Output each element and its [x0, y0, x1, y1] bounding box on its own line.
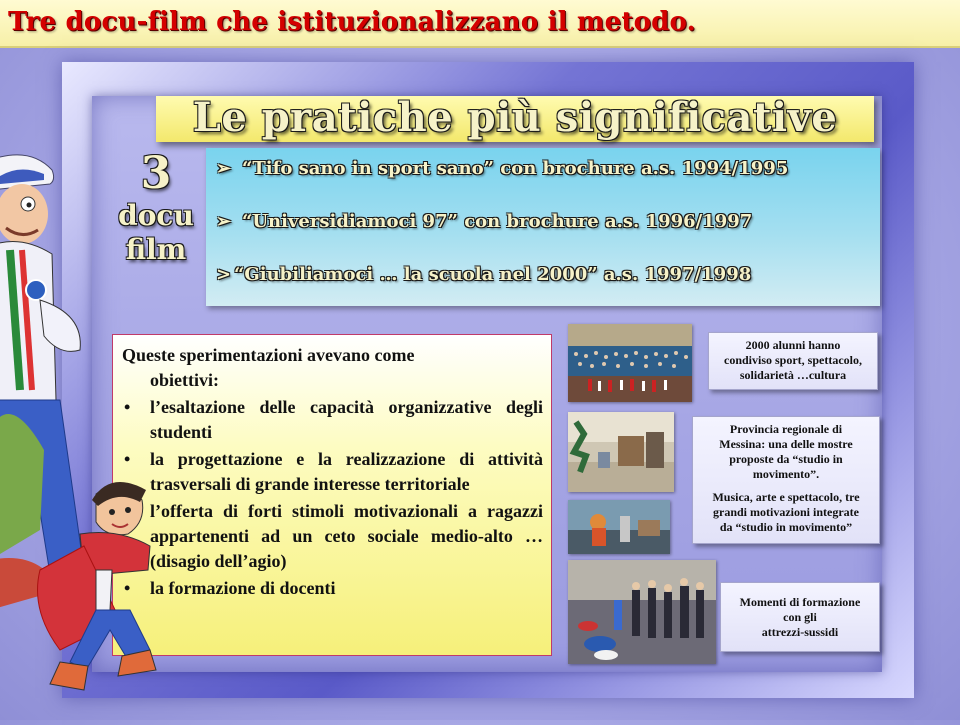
heading-title: Le pratiche più significative — [192, 94, 838, 141]
caption-line: Momenti di formazione — [739, 595, 861, 609]
film-text: “Universidiamoci 97” con brochure a.s. 1996/1997 — [242, 211, 753, 232]
film-word: film — [125, 233, 187, 266]
caption-line: Messina: una delle mostre — [719, 437, 853, 451]
photo-activity — [568, 500, 670, 554]
photo-training — [568, 560, 716, 664]
objective-item: • l’offerta di forti stimoli motivazionali a ragazzi appartenenti ad un ceto sociale medio-alto … (disagio dell’agio) — [122, 499, 543, 574]
title-banner — [0, 0, 960, 48]
caption-line: movimento”. — [752, 467, 820, 481]
caption-line: solidarietà …cultura — [739, 368, 847, 382]
docu-word: docu — [118, 199, 194, 232]
objective-item: • la formazione di docenti — [122, 576, 543, 601]
cartoon-characters — [0, 150, 200, 720]
film-text: “Tifo sano in sport sano” con brochure a.s. 1994/1995 — [242, 158, 789, 179]
objectives-intro-line: obiettivi: — [150, 370, 219, 390]
docu-number: 3 — [140, 148, 172, 199]
caption-line: 2000 alunni hanno — [745, 338, 841, 352]
caption-line: grandi motivazioni integrate — [713, 505, 859, 519]
photo-exhibition — [568, 412, 674, 492]
caption-line: attrezzi-sussidi — [761, 625, 839, 639]
objective-item: • la progettazione e la realizzazione di attività trasversali di grande interesse territoriale — [122, 447, 543, 497]
caption-line: condiviso sport, spettacolo, — [724, 353, 862, 367]
caption-line: Provincia regionale di — [729, 422, 843, 436]
film-item — [216, 158, 788, 179]
caption-training — [720, 582, 880, 652]
photo-auditorium — [568, 324, 692, 402]
film-item — [216, 211, 752, 232]
film-item — [216, 264, 751, 285]
heading-box — [156, 96, 874, 142]
caption-line: Musica, arte e spettacolo, tre — [712, 490, 860, 504]
cartoon-old-man-illustration — [0, 155, 84, 610]
film-text: “Giubiliamoci … la scuola nel 2000” a.s. 1997/1998 — [234, 264, 752, 285]
banner-title: Tre docu-film che istituzionalizzano il metodo. — [8, 7, 696, 37]
arrow-icon: > — [216, 264, 232, 285]
films-box — [206, 148, 880, 306]
caption-line: da “studio in movimento” — [719, 520, 853, 534]
objectives-intro-line: Queste sperimentazioni avevano come — [122, 345, 415, 365]
arrow-icon: ➢ — [216, 158, 232, 179]
objective-item: • l’esaltazione delle capacità organizzative degli studenti — [122, 395, 543, 445]
caption-line: con gli — [783, 610, 817, 624]
caption-students — [708, 332, 878, 390]
caption-exhibition — [692, 416, 880, 544]
caption-line: proposte da “studio in — [729, 452, 843, 466]
arrow-icon: ➢ — [216, 211, 232, 232]
